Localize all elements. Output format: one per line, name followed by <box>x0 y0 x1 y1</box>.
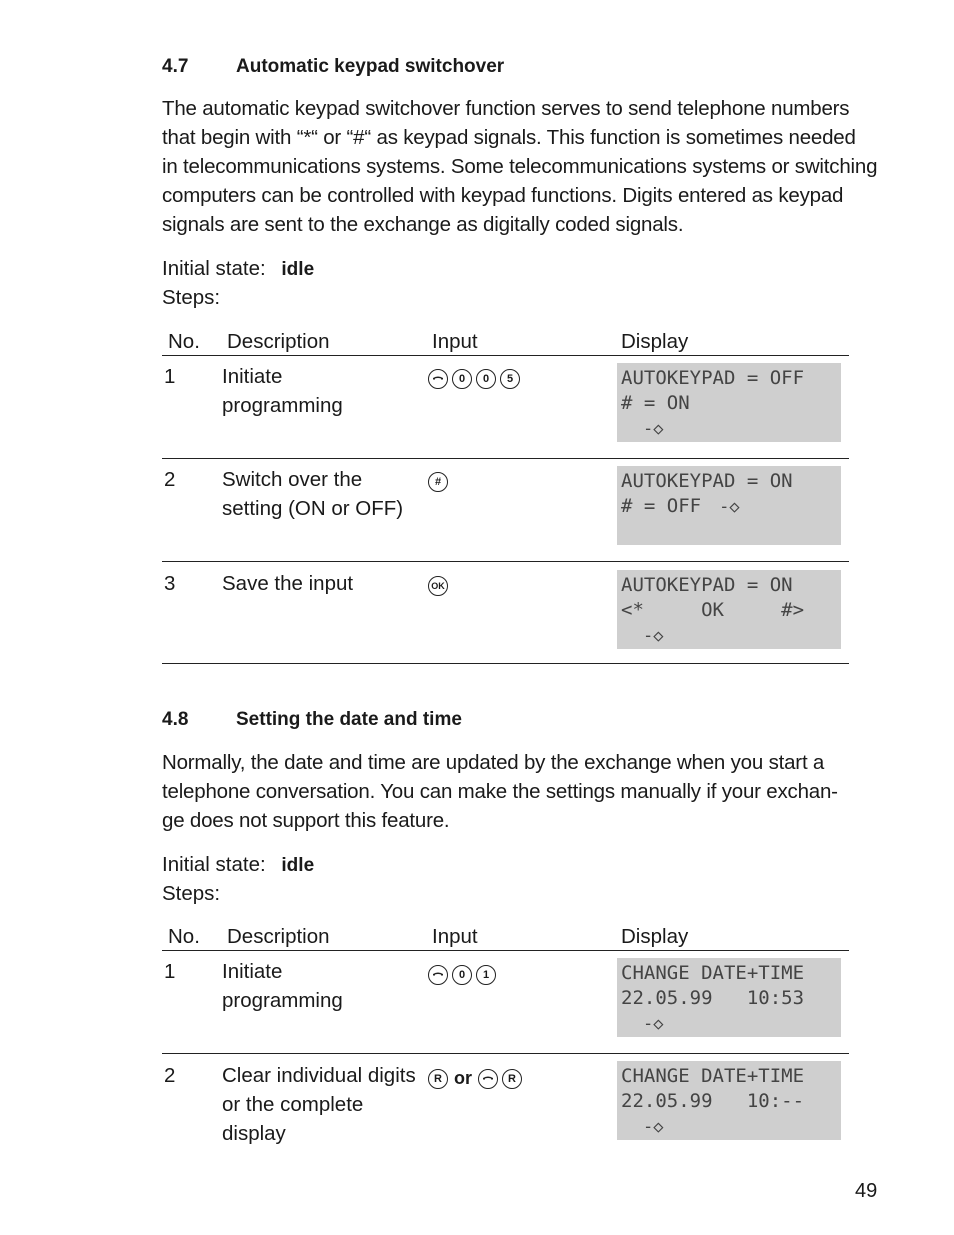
digit-key: 0 <box>452 965 472 985</box>
desc-line: Initiate <box>222 365 283 388</box>
handset-key-icon <box>478 1069 498 1089</box>
paragraph-line: Normally, the date and time are updated by the exchange when you start a <box>162 751 825 774</box>
step-description <box>222 362 343 420</box>
desc-line: programming <box>222 989 343 1012</box>
desc-line: programming <box>222 394 343 417</box>
lcd-line: AUTOKEYPAD = OFF <box>621 367 805 389</box>
table-rule <box>162 950 849 951</box>
arrow-cursor-icon: -◇ <box>719 497 740 517</box>
lcd-display <box>617 466 841 545</box>
col-header-description: Description <box>227 330 330 353</box>
ok-key: OK <box>428 576 448 596</box>
initial-state-value: idle <box>281 855 315 876</box>
key-sequence <box>428 576 448 596</box>
step-number: 3 <box>164 572 176 595</box>
handset-key-icon <box>428 369 448 389</box>
table-rule <box>162 663 849 664</box>
desc-line: display <box>222 1122 286 1145</box>
desc-line: setting (ON or OFF) <box>222 497 404 520</box>
lcd-line: <* OK #> <box>621 599 805 621</box>
col-header-display: Display <box>621 330 689 353</box>
desc-line: Switch over the <box>222 468 363 491</box>
handset-key-icon <box>428 965 448 985</box>
hash-key: # <box>428 472 448 492</box>
table-rule <box>162 355 849 356</box>
arrow-cursor-icon: -◇ <box>643 1117 664 1137</box>
paragraph-line: ge does not support this feature. <box>162 809 450 832</box>
r-key: R <box>502 1069 522 1089</box>
section-number: 4.8 <box>162 709 189 730</box>
lcd-line: CHANGE DATE+TIME <box>621 1065 805 1087</box>
key-sequence <box>428 472 448 492</box>
step-description <box>222 569 353 598</box>
desc-line: Initiate <box>222 960 283 983</box>
lcd-line: 22.05.99 10:53 <box>621 987 805 1009</box>
lcd-line: CHANGE DATE+TIME <box>621 962 805 984</box>
table-rule <box>162 458 849 459</box>
col-header-input: Input <box>432 925 478 948</box>
lcd-display <box>617 958 841 1037</box>
lcd-line: # = ON <box>621 392 690 414</box>
key-sequence <box>428 369 520 389</box>
step-description <box>222 957 343 1015</box>
step-number: 2 <box>164 468 176 491</box>
table-rule <box>162 1053 849 1054</box>
step-number: 1 <box>164 960 176 983</box>
step-number: 1 <box>164 365 176 388</box>
col-header-no: No. <box>168 330 200 353</box>
steps-label: Steps: <box>162 286 221 309</box>
desc-line: or the complete <box>222 1093 364 1116</box>
section-paragraph <box>162 748 852 835</box>
section-number: 4.7 <box>162 56 189 77</box>
initial-state-value: idle <box>281 259 315 280</box>
lcd-display <box>617 363 841 442</box>
digit-key: 0 <box>476 369 496 389</box>
lcd-line: 22.05.99 10:-- <box>621 1090 805 1112</box>
digit-key: 1 <box>476 965 496 985</box>
step-description <box>222 1061 416 1148</box>
lcd-display <box>617 570 841 649</box>
lcd-display <box>617 1061 841 1140</box>
paragraph-line: in telecommunications systems. Some telecommunications systems or switching <box>162 155 878 178</box>
col-header-input: Input <box>432 330 478 353</box>
steps-label: Steps: <box>162 882 221 905</box>
section-title: Automatic keypad switchover <box>236 56 505 77</box>
section-title: Setting the date and time <box>236 709 462 730</box>
col-header-description: Description <box>227 925 330 948</box>
paragraph-line: telephone conversation. You can make the settings manually if your exchan- <box>162 780 838 803</box>
table-rule <box>162 561 849 562</box>
page-number: 49 <box>855 1180 878 1202</box>
digit-key: 0 <box>452 369 472 389</box>
initial-state-label: Initial state: <box>162 853 266 876</box>
lcd-line: AUTOKEYPAD = ON <box>621 574 793 596</box>
key-sequence <box>428 1068 522 1089</box>
col-header-no: No. <box>168 925 200 948</box>
key-sequence <box>428 965 496 985</box>
paragraph-line: The automatic keypad switchover function serves to send telephone numbers <box>162 97 850 120</box>
lcd-line: AUTOKEYPAD = ON <box>621 470 793 492</box>
arrow-cursor-icon: -◇ <box>643 1014 664 1034</box>
lcd-line: # = OFF <box>621 495 702 517</box>
initial-state <box>162 257 314 281</box>
col-header-display: Display <box>621 925 689 948</box>
r-key: R <box>428 1069 448 1089</box>
desc-line: Clear individual digits <box>222 1064 416 1087</box>
paragraph-line: computers can be controlled with keypad functions. Digits entered as keypad <box>162 184 844 207</box>
arrow-cursor-icon: -◇ <box>643 419 664 439</box>
desc-line: Save the input <box>222 572 354 595</box>
digit-key: 5 <box>500 369 520 389</box>
section-paragraph <box>162 94 878 239</box>
initial-state-label: Initial state: <box>162 257 266 280</box>
step-number: 2 <box>164 1064 176 1087</box>
paragraph-line: that begin with “*“ or “#“ as keypad signals. This function is sometimes needed <box>162 126 856 149</box>
initial-state <box>162 853 314 877</box>
arrow-cursor-icon: -◇ <box>643 626 664 646</box>
or-text: or <box>454 1068 472 1088</box>
paragraph-line: signals are sent to the exchange as digitally coded signals. <box>162 213 684 236</box>
step-description <box>222 465 403 523</box>
